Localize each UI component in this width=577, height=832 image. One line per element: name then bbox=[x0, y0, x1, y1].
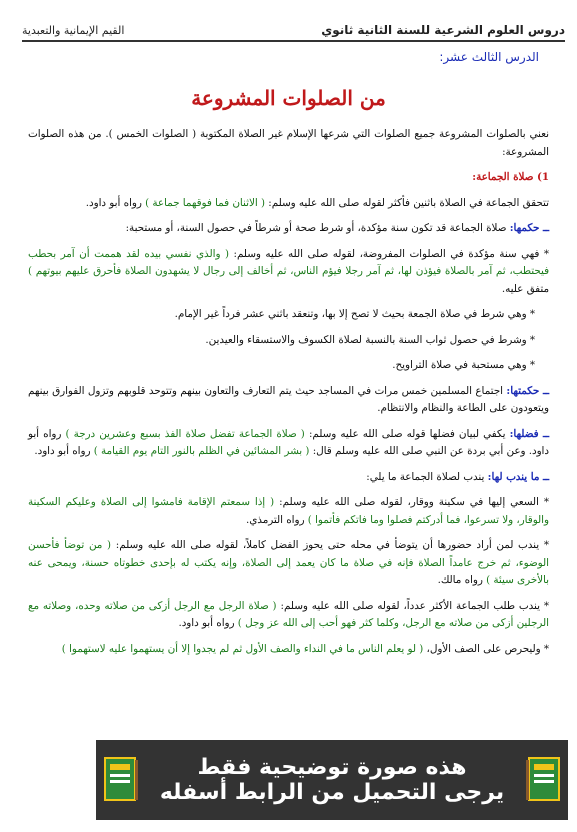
hadith-quote: ( لو يعلم الناس ما في النداء والصف الأول ثم لم يجدوا إلا أن يستهموا عليه لاستهموا ) bbox=[61, 642, 424, 655]
page-header bbox=[22, 10, 565, 42]
paragraph-text: * السعي إليها في سكينة ووقار، لقوله صلى الله عليه وسلم: bbox=[274, 496, 549, 508]
paragraph-text: صلاة الجماعة قد تكون سنة مؤكدة، أو شرط صحة أو شرطاً في حصول السنة، أو مستحبة: bbox=[125, 222, 510, 234]
bullet-item: * وشرط في حصول ثواب السنة بالنسبة لصلاة الكسوف والاستسقاء والعيدين. bbox=[205, 333, 535, 346]
subheading-label: ــ فضلها: bbox=[509, 427, 549, 440]
paragraph-text: تتحقق الجماعة في الصلاة باثنين فأكثر لقوله صلى الله عليه وسلم: bbox=[265, 196, 549, 209]
book-icon bbox=[102, 754, 140, 804]
paragraph-text: * فهي سنة مؤكدة في الصلوات المفروضة، لقوله صلى الله عليه وسلم: bbox=[228, 247, 549, 260]
intro-paragraph: نعني بالصلوات المشروعة جميع الصلوات التي شرعها الإسلام غير الصلاة المكتوبة ( الصلوات الخمس ). من هذه الصلوات المشروعة: bbox=[28, 128, 549, 158]
lesson-number: الدرس الثالث عشر: bbox=[439, 50, 539, 64]
page-title: من الصلوات المشروعة bbox=[191, 86, 386, 110]
header-course-title: دروس العلوم الشرعية للسنة الثانية ثانوي bbox=[321, 23, 565, 37]
section-heading: 1) صلاة الجماعة: bbox=[472, 171, 549, 183]
watermark-line-1: هذه صورة توضيحية فقط bbox=[197, 755, 467, 780]
watermark-banner[interactable] bbox=[96, 740, 568, 820]
hadith-quote: ( من توضأ فأحسن الوضوء، ثم خرج عامداً الصلاة فإنه في صلاة ما كان يعمد إلى الصلاة، وإنه يكتب له بإحدى خطوتاه حسنة، ويمحى عنه بالأخرى سيئة ) bbox=[28, 539, 549, 586]
paragraph-text: متفق عليه. bbox=[501, 282, 549, 295]
subheading-label: ــ حكمتها: bbox=[506, 384, 549, 397]
hadith-quote: ( صلاة الجماعة تفضل صلاة الفذ بسبع وعشرين درجة ) bbox=[65, 427, 305, 440]
paragraph-text: يندب لصلاة الجماعة ما يلي: bbox=[366, 470, 488, 483]
bullet-item: * وهي شرط في صلاة الجمعة بحيث لا تصح إلا بها، وتنعقد باثني عشر فرداً غير الإمام. bbox=[174, 308, 535, 320]
paragraph bbox=[28, 469, 549, 487]
hadith-quote: ( الاثنان فما فوقهما جماعة ) bbox=[145, 196, 266, 209]
subheading-label: ــ ما يندب لها: bbox=[487, 470, 549, 483]
paragraph-text: رواه أبو داود. وعن أبي بردة عن النبي صلى الله عليه وسلم قال: bbox=[28, 427, 549, 457]
paragraph bbox=[28, 220, 549, 238]
hadith-quote: ( بشر المشائين في الظلم بالنور التام يوم القيامة ) bbox=[93, 445, 310, 457]
hadith-quote: ( والذي نفسي بيده لقد هممت أن آمر بحطب فيحتطب، ثم آمر بالصلاة فيؤذن لها، ثم آمر رجلا فيؤم الناس، ثم أخالف إلى رجال لا يشهدون الصلاة فأحرق عليهم بيوتهم ) bbox=[28, 247, 549, 277]
paragraph-text: اجتماع المسلمين خمس مرات في المساجد حيث يتم التعارف والتعاون بينهم وتتوحد قلوبهم وتزول الفوارق بينهم ويتعودون على الطاعة والنظام والانتظام. bbox=[28, 384, 549, 414]
paragraph-text: * يندب طلب الجماعة الأكثر عدداً، لقوله صلى الله عليه وسلم: bbox=[276, 599, 550, 612]
bullet-item bbox=[28, 598, 549, 633]
bullet-item bbox=[28, 537, 549, 590]
paragraph bbox=[28, 426, 549, 461]
paragraph bbox=[28, 383, 549, 418]
bullet-item bbox=[28, 246, 549, 299]
paragraph-text: رواه الترمذي. bbox=[245, 513, 308, 526]
paragraph-text: رواه أبو داود. bbox=[178, 617, 238, 629]
paragraph-text: * يندب لمن أراد حضورها أن يتوضأ في محله حتى يحوز الفضل كاملاً، لقوله صلى الله عليه وسلم: bbox=[111, 539, 549, 551]
bullet-item bbox=[28, 494, 549, 529]
header-unit-title: القيم الإيمانية والتعبدية bbox=[22, 24, 125, 37]
paragraph bbox=[28, 195, 549, 213]
paragraph-text: يكفي لبيان فضلها قوله صلى الله عليه وسلم: bbox=[304, 427, 510, 440]
paragraph-text: * وليحرص على الصف الأول، bbox=[423, 642, 549, 655]
bullet-item: * وهي مستحبة في صلاة التراويح. bbox=[392, 359, 535, 371]
hadith-quote: ( صلاة الرجل مع الرجل أزكى من صلاته وحده، وصلاته مع الرجلين أزكى من صلاته مع الرجل، وكلما كثر فهو أحب إلى الله عز وجل ) bbox=[28, 599, 549, 629]
subheading-label: ــ حكمها: bbox=[509, 222, 549, 234]
watermark-line-2: يرجى التحميل من الرابط أسفله bbox=[159, 780, 505, 805]
hadith-quote: ( إذا سمعتم الإقامة فامشوا إلى الصلاة وعليكم السكينة والوقار، ولا تسرعوا، فما أدركتم فصلوا وما فاتكم فأتموا ) bbox=[28, 496, 549, 526]
paragraph-text: رواه أبو داود. bbox=[85, 196, 146, 209]
document-body bbox=[28, 126, 549, 666]
paragraph-text: رواه مالك. bbox=[437, 574, 487, 586]
book-icon bbox=[524, 754, 562, 804]
bullet-item bbox=[28, 641, 549, 659]
paragraph-text: رواه أبو داود. bbox=[34, 445, 94, 457]
